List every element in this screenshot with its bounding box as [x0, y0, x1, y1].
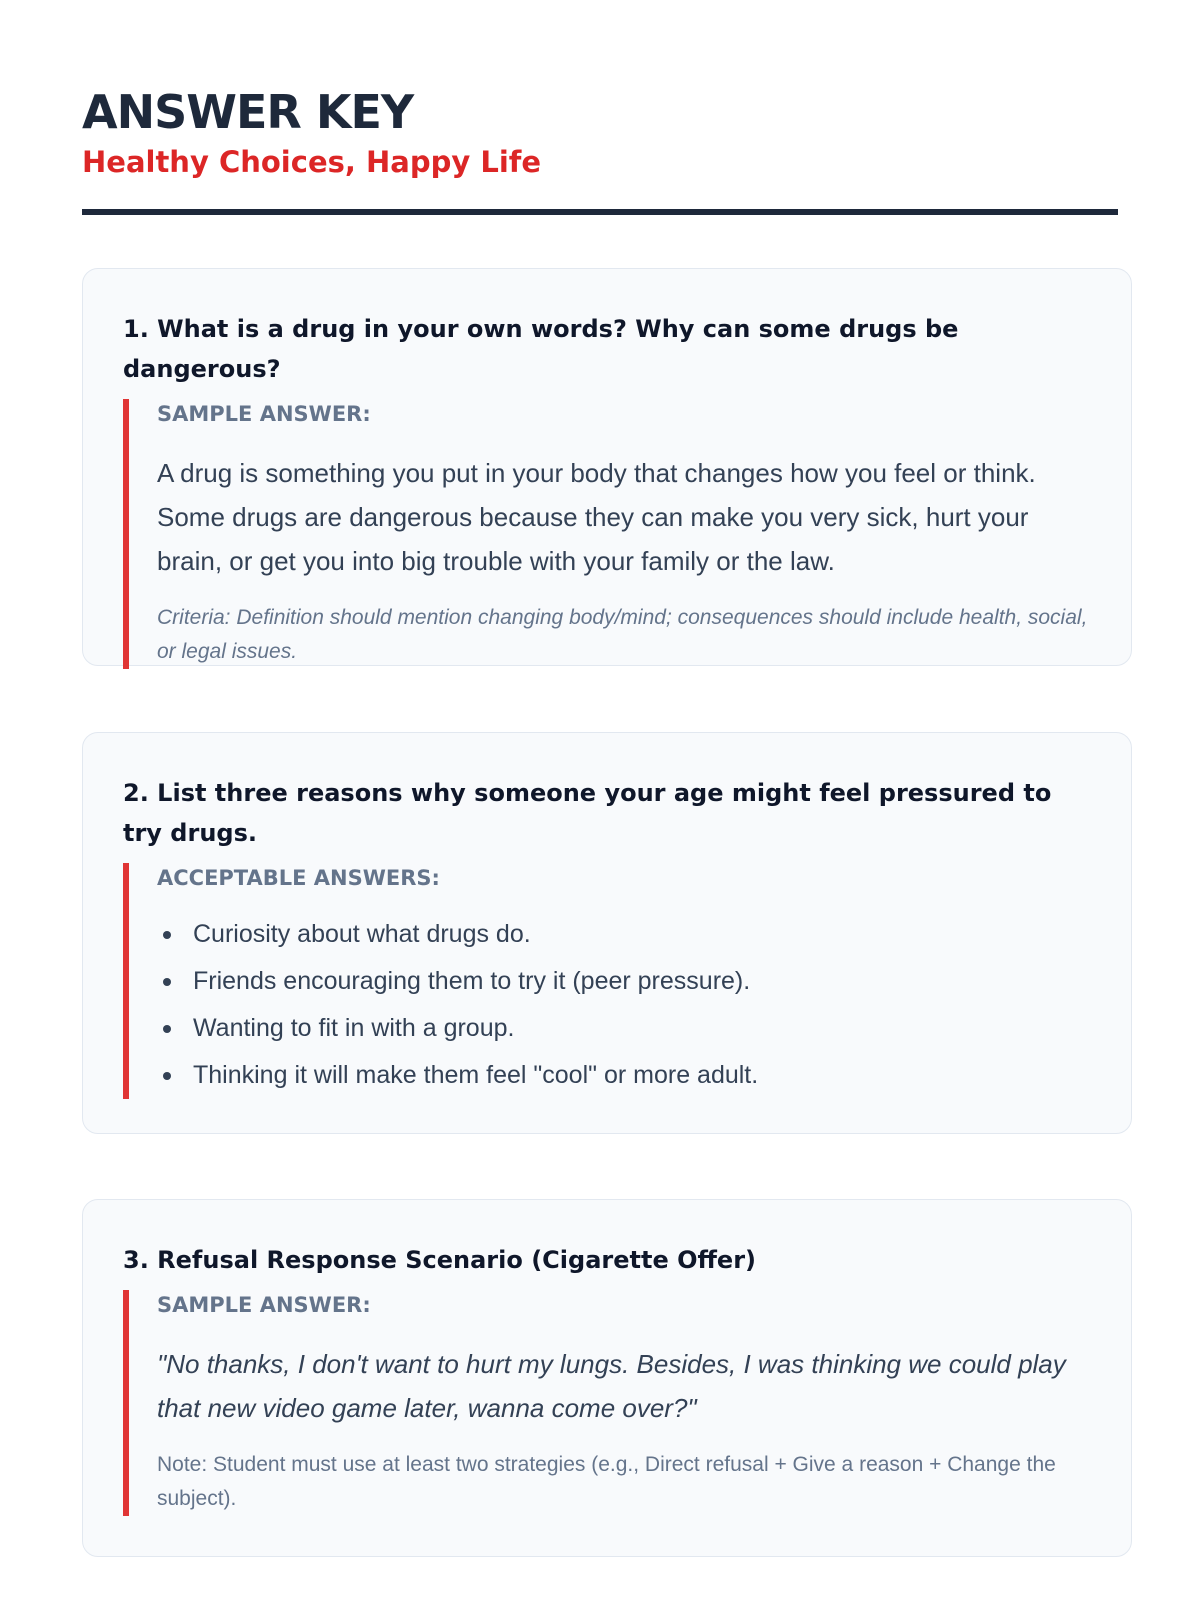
bullet-icon [163, 978, 171, 986]
bullet-icon [163, 1025, 171, 1033]
sample-answer-text: A drug is something you put in your body that changes how you feel or think. Some drugs are dangerous because they can make you very sick, hurt your brain, or get you into big trouble with your family or the law. [157, 458, 1036, 576]
header-divider [82, 209, 1118, 215]
bullet-icon [163, 1072, 171, 1080]
answer-label: SAMPLE ANSWER: [157, 402, 371, 426]
question-title: 2. List three reasons why someone your age might feel pressured to try drugs. [123, 779, 1052, 847]
question-card-3 [82, 1199, 1132, 1557]
answer-block [123, 399, 1091, 669]
page-subtitle: Healthy Choices, Happy Life [82, 145, 542, 179]
list-item: Curiosity about what drugs do. [157, 911, 1091, 958]
bullet-icon [163, 931, 171, 939]
page-header [82, 0, 1118, 215]
answer-label: SAMPLE ANSWER: [157, 1293, 371, 1317]
list-item: Thinking it will make them feel "cool" or more adult. [157, 1052, 1091, 1099]
answer-block [123, 1290, 1091, 1516]
list-item: Wanting to fit in with a group. [157, 1005, 1091, 1052]
grading-criteria: Criteria: Definition should mention changing body/mind; consequences should include health, social, or legal issues. [157, 606, 1088, 663]
question-card-2 [82, 732, 1132, 1134]
question-title: 1. What is a drug in your own words? Why can some drugs be dangerous? [123, 315, 959, 383]
page-title: ANSWER KEY [82, 85, 414, 139]
acceptable-answers-list [157, 911, 1091, 1099]
answer-block [123, 863, 1091, 1099]
answer-label: ACCEPTABLE ANSWERS: [157, 866, 440, 890]
sample-refusal-quote: "No thanks, I don't want to hurt my lungs. Besides, I was thinking we could play that new video game later, wanna come over?" [157, 1349, 1066, 1423]
teacher-note: Note: Student must use at least two strategies (e.g., Direct refusal + Give a reason + Change the subject). [157, 1453, 1056, 1510]
list-item: Friends encouraging them to try it (peer pressure). [157, 958, 1091, 1005]
question-title: 3. Refusal Response Scenario (Cigarette Offer) [123, 1246, 757, 1274]
question-card-1-content [82, 268, 1132, 666]
